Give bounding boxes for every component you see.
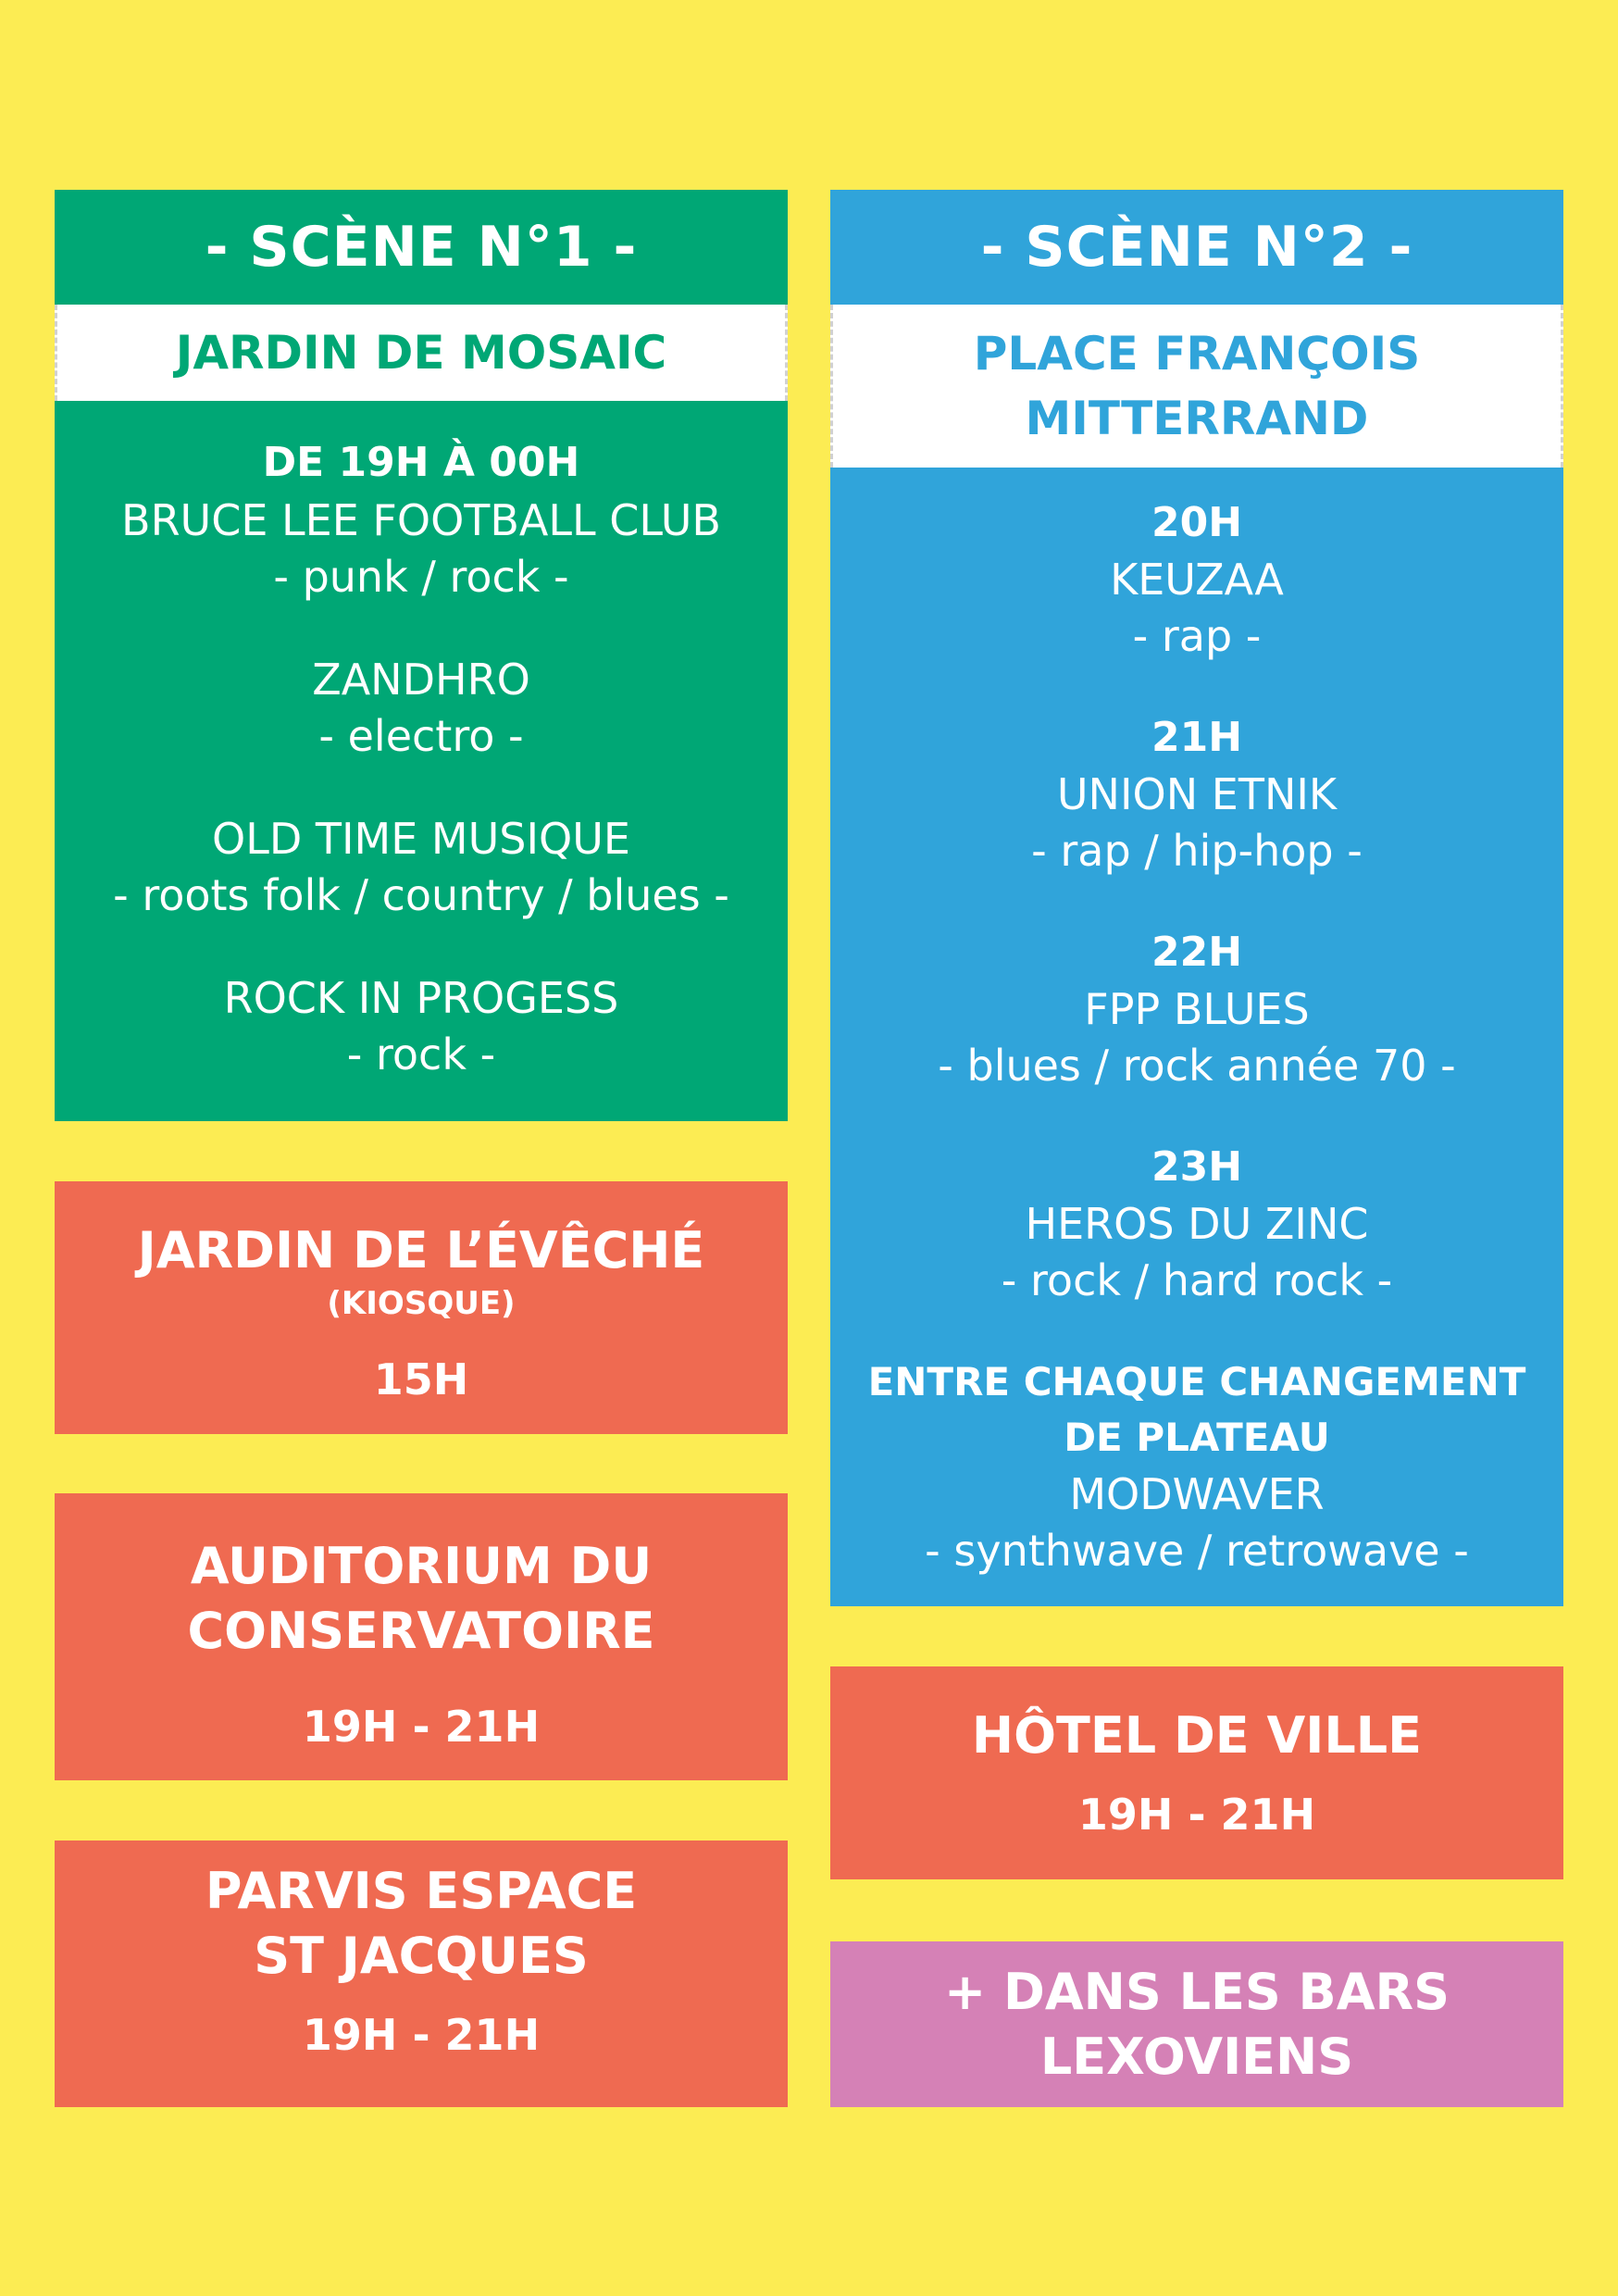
parvis-title-line1: PARVIS ESPACE <box>205 1862 638 1920</box>
eveche-time: 15H <box>373 1354 469 1404</box>
scene-1-hours: DE 19H À 00H <box>262 439 580 486</box>
act-genre: - punk / rock - <box>273 552 569 602</box>
scene-1-venue <box>55 305 788 401</box>
hotel-time: 19H - 21H <box>1077 1790 1316 1840</box>
scene-2-venue-line1: PLACE FRANÇOIS <box>973 327 1421 381</box>
parvis-time: 19H - 21H <box>302 2010 541 2060</box>
hotel-card <box>830 1666 1563 1879</box>
act-genre: - rock - <box>346 1029 496 1079</box>
eveche-card <box>55 1181 788 1434</box>
bars-line2: LEXOVIENS <box>1039 2028 1354 2086</box>
act-item <box>55 810 788 923</box>
auditorium-card <box>55 1493 788 1780</box>
between-sets-label: ENTRE CHAQUE CHANGEMENT <box>867 1359 1526 1404</box>
between-sets-item <box>830 1354 1563 1578</box>
scene-2-card <box>830 190 1563 1606</box>
eveche-subtitle: (KIOSQUE) <box>327 1285 516 1322</box>
auditorium-time: 19H - 21H <box>302 1702 541 1752</box>
act-item <box>830 710 1563 879</box>
act-time: 20H <box>1151 499 1243 546</box>
auditorium-title-line1: AUDITORIUM DU <box>190 1537 653 1595</box>
act-time: 22H <box>1151 929 1243 976</box>
act-name: BRUCE LEE FOOTBALL CLUB <box>121 495 721 545</box>
act-item <box>55 969 788 1082</box>
eveche-title: JARDIN DE L’ÉVÊCHÉ <box>137 1221 705 1279</box>
act-name: ZANDHRO <box>312 655 530 705</box>
parvis-title-line2: ST JACQUES <box>254 1927 589 1985</box>
act-name: FPP BLUES <box>1084 984 1310 1034</box>
act-genre: - rock / hard rock - <box>1001 1255 1393 1305</box>
hotel-title: HÔTEL DE VILLE <box>971 1706 1423 1765</box>
act-genre: - electro - <box>318 711 524 761</box>
act-time: 21H <box>1151 714 1243 761</box>
act-time: 23H <box>1151 1143 1243 1191</box>
act-name: MODWAVER <box>1069 1469 1325 1519</box>
scene-1-card <box>55 190 788 1121</box>
scene-2-title: - SCÈNE N°2 - <box>980 215 1413 280</box>
act-genre: - synthwave / retrowave - <box>925 1526 1469 1576</box>
parvis-card <box>55 1841 788 2107</box>
scene-2-venue <box>830 305 1563 468</box>
between-sets-label-2: DE PLATEAU <box>1064 1415 1330 1460</box>
act-item <box>55 492 788 605</box>
act-name: KEUZAA <box>1110 555 1284 605</box>
scene-1-title: - SCÈNE N°1 - <box>205 215 638 280</box>
scene-2-venue-line2: MITTERRAND <box>1025 392 1369 445</box>
act-item <box>830 925 1563 1093</box>
act-item <box>830 1140 1563 1308</box>
scene-2-acts <box>830 495 1563 1578</box>
act-name: UNION ETNIK <box>1056 769 1338 819</box>
bars-line1: + DANS LES BARS <box>944 1963 1450 2021</box>
scene-1-venue-label: JARDIN DE MOSAIC <box>175 326 667 380</box>
act-item <box>55 651 788 764</box>
act-name: OLD TIME MUSIQUE <box>212 814 630 864</box>
bars-card <box>830 1941 1563 2107</box>
act-name: ROCK IN PROGESS <box>223 973 619 1023</box>
act-name: HEROS DU ZINC <box>1025 1199 1369 1249</box>
act-genre: - roots folk / country / blues - <box>113 870 729 920</box>
auditorium-title-line2: CONSERVATOIRE <box>187 1602 655 1660</box>
act-genre: - blues / rock année 70 - <box>938 1041 1456 1091</box>
act-item <box>830 495 1563 664</box>
act-genre: - rap - <box>1132 611 1262 661</box>
act-genre: - rap / hip-hop - <box>1031 826 1363 876</box>
scene-1-acts <box>55 492 788 1082</box>
